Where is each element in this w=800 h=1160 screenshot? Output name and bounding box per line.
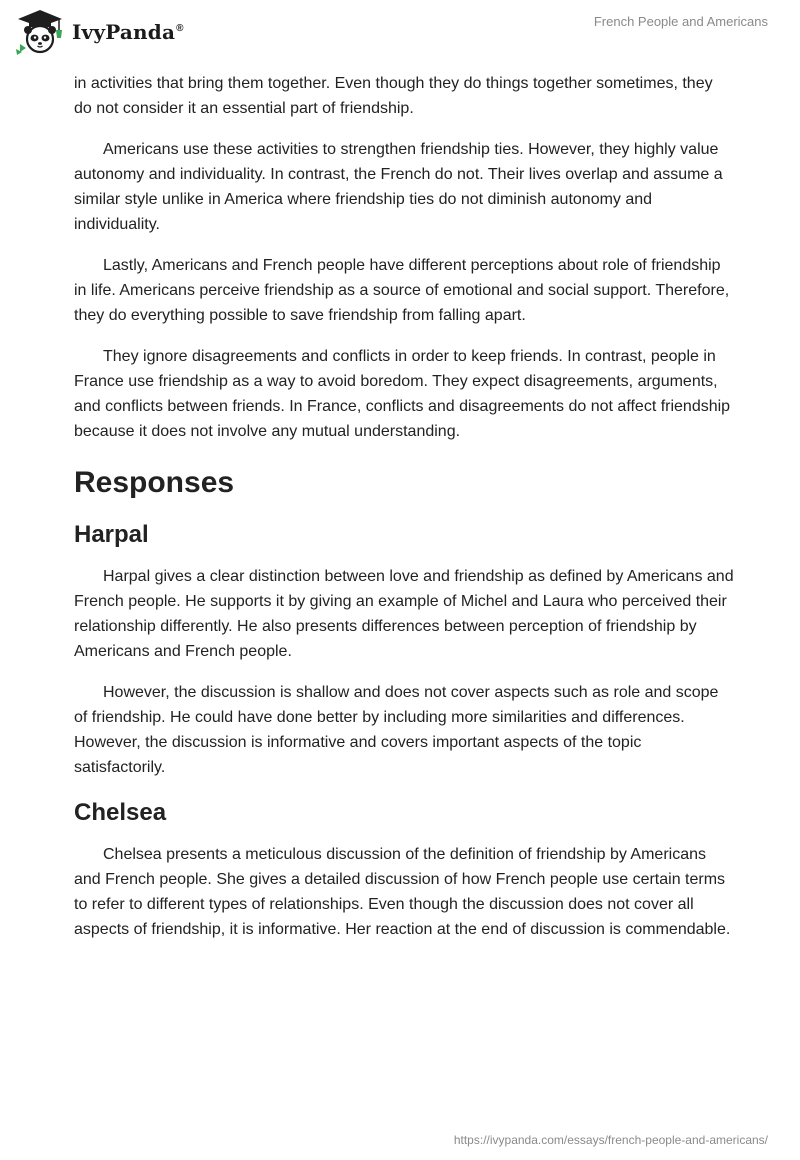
paragraph-5: Harpal gives a clear distinction between love and friendship as defined by Americans and French people. He supports it by giving an example of Michel and Laura who perceived their relationship differently. He also presents differences between perception of friendship by Americans and French people.	[74, 568, 734, 660]
brand-logo[interactable]	[14, 8, 184, 56]
paragraph-2: Americans use these activities to strengthen friendship ties. However, they highly value autonomy and individuality. In contrast, the French do not. Their lives overlap and assume a similar style unlike in America where friendship ties do not diminish autonomy and individuality.	[74, 141, 723, 233]
essay-content	[74, 71, 734, 958]
heading-responses: Responses	[74, 466, 235, 499]
paragraph-7: Chelsea presents a meticulous discussion of the definition of friendship by Americans and French people. She gives a detailed discussion of how French people use certain terms to refer to different types of relationships. Even though the discussion does not cover all aspects of friendship, it is informative. Her reaction at the end of discussion is commendable.	[74, 846, 731, 938]
heading-harpal: Harpal	[74, 521, 149, 548]
paragraph-3: Lastly, Americans and French people have different perceptions about role of friendship in life. Americans perceive friendship as a source of emotional and social support. Therefore, they do everything possible to save friendship from falling apart.	[74, 257, 730, 324]
brand-name: IvyPanda®	[72, 20, 184, 44]
source-url[interactable]: https://ivypanda.com/essays/french-people-and-americans/	[453, 1133, 768, 1147]
heading-chelsea: Chelsea	[74, 799, 167, 826]
running-title: French People and Americans	[593, 14, 768, 29]
paragraph-4: They ignore disagreements and conflicts in order to keep friends. In contrast, people in France use friendship as a way to avoid boredom. They expect disagreements, arguments, and conflicts between friends. In France, conflicts and disagreements do not affect friendship because it does not involve any mutual understanding.	[74, 348, 731, 440]
page-header	[0, 0, 800, 64]
panda-graduate-icon	[14, 8, 66, 56]
registered-mark: ®	[176, 23, 184, 35]
paragraph-6: However, the discussion is shallow and does not cover aspects such as role and scope of friendship. He could have done better by including more similarities and differences. However, the discussion is informative and covers important aspects of the topic satisfactorily.	[74, 684, 719, 776]
paragraph-1: in activities that bring them together. Even though they do things together sometimes, they do not consider it an essential part of friendship.	[74, 75, 713, 117]
